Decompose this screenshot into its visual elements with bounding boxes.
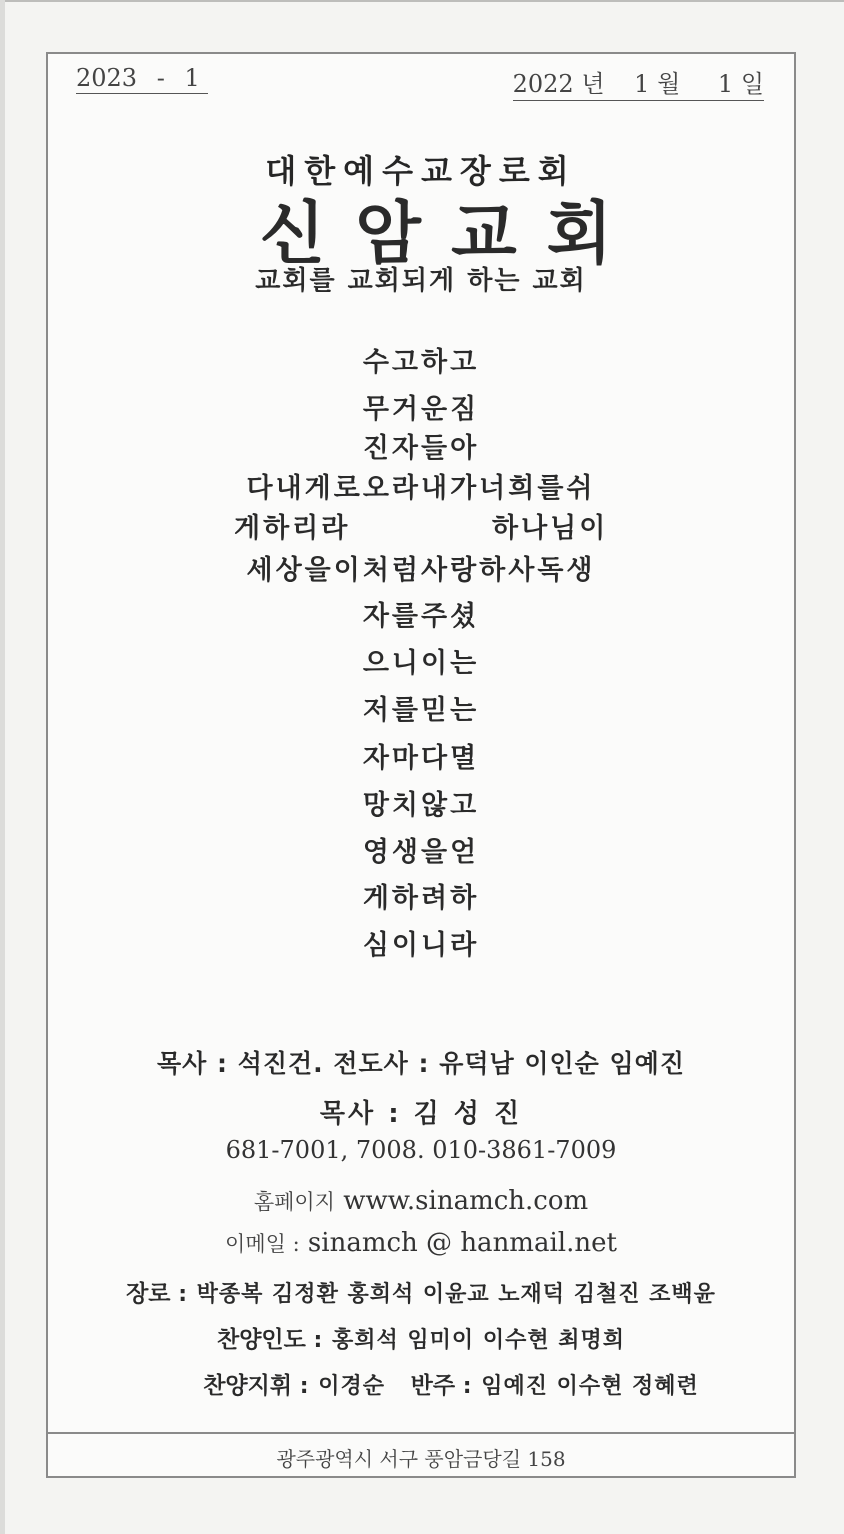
church-name: 신암교회 [259,195,643,274]
elders-line [48,1275,810,1308]
page-left-edge [0,0,5,1534]
issue-number [76,64,208,94]
conductor-label: 찬양지휘 [203,1373,293,1399]
verse-line: 무거운짐 [362,394,480,425]
conductor-accompanist-line [48,1367,824,1400]
verse-line: 심이니라 [362,930,480,961]
date-year-unit: 년 [581,70,605,98]
elders-names: : 박종복 김정환 홍희석 이윤교 노재덕 김철진 조백윤 [178,1282,716,1307]
church-address: 광주광역시 서구 풍암금당길 158 [276,1447,566,1471]
choir-leader-names: : 홍희석 임미이 이수현 최명희 [313,1328,625,1353]
email-label: 이메일 : [225,1232,300,1256]
church-motto: 교회를 교회되게 하는 교회 [255,266,587,296]
homepage-label: 홈페이지 [253,1190,335,1214]
footer-divider [48,1432,794,1434]
choir-leader-line [48,1321,794,1354]
conductor-names: : 이경순 [299,1374,385,1399]
date-day: 1 [717,70,734,98]
verse-line: 진자들아 [362,433,480,464]
pastors-line: 목사 : 석진건. 전도사 : 유덕남 이인순 임예진 [157,1049,685,1078]
verse-line: 자를주셨 [362,601,480,632]
issue-year: 2023 [76,64,138,92]
homepage-url: www.sinamch.com [343,1186,589,1216]
date-day-unit: 일 [740,70,764,98]
denomination: 대한예수교장로회 [265,152,577,190]
verse-line: 저를믿는 [362,695,480,726]
verse-line: 수고하고 [362,347,480,378]
verse-line: 게하려하 [362,883,480,914]
accompanist-label: 반주 [410,1373,456,1399]
homepage-line [48,1186,814,1216]
verse-line: 망치않고 [362,790,480,821]
date-year: 2022 [512,70,574,98]
page-top-edge [0,0,844,2]
elders-label: 장로 [126,1281,171,1307]
verse-line: 세상을이처럼사랑하사독생 [246,555,596,586]
issue-date [513,64,764,101]
issue-separator: - [156,64,165,92]
verse-line: 자마다멸 [362,743,480,774]
verse-line: 으니이는 [362,648,480,679]
choir-leader-label: 찬양인도 [216,1327,306,1353]
verse-line-right: 하나님이 [492,513,609,544]
verse-line: 다내게로오라내가너희를쉬 [246,473,596,504]
head-pastor: 목사 : 김 성 진 [319,1099,523,1129]
verse-line: 영생을얻 [362,837,480,868]
phone-numbers: 681-7001, 7008. 010-3861-7009 [225,1136,617,1164]
accompanist-names: : 임예진 이수현 정혜련 [462,1374,699,1399]
issue-no: 1 [184,64,200,92]
bulletin-cover [46,52,796,1478]
email-line [48,1228,808,1258]
date-month: 1 [634,70,650,98]
email-address: sinamch @ hanmail.net [307,1228,617,1258]
date-month-unit: 월 [657,70,681,98]
verse-line-left: 게하리라 [234,513,351,544]
